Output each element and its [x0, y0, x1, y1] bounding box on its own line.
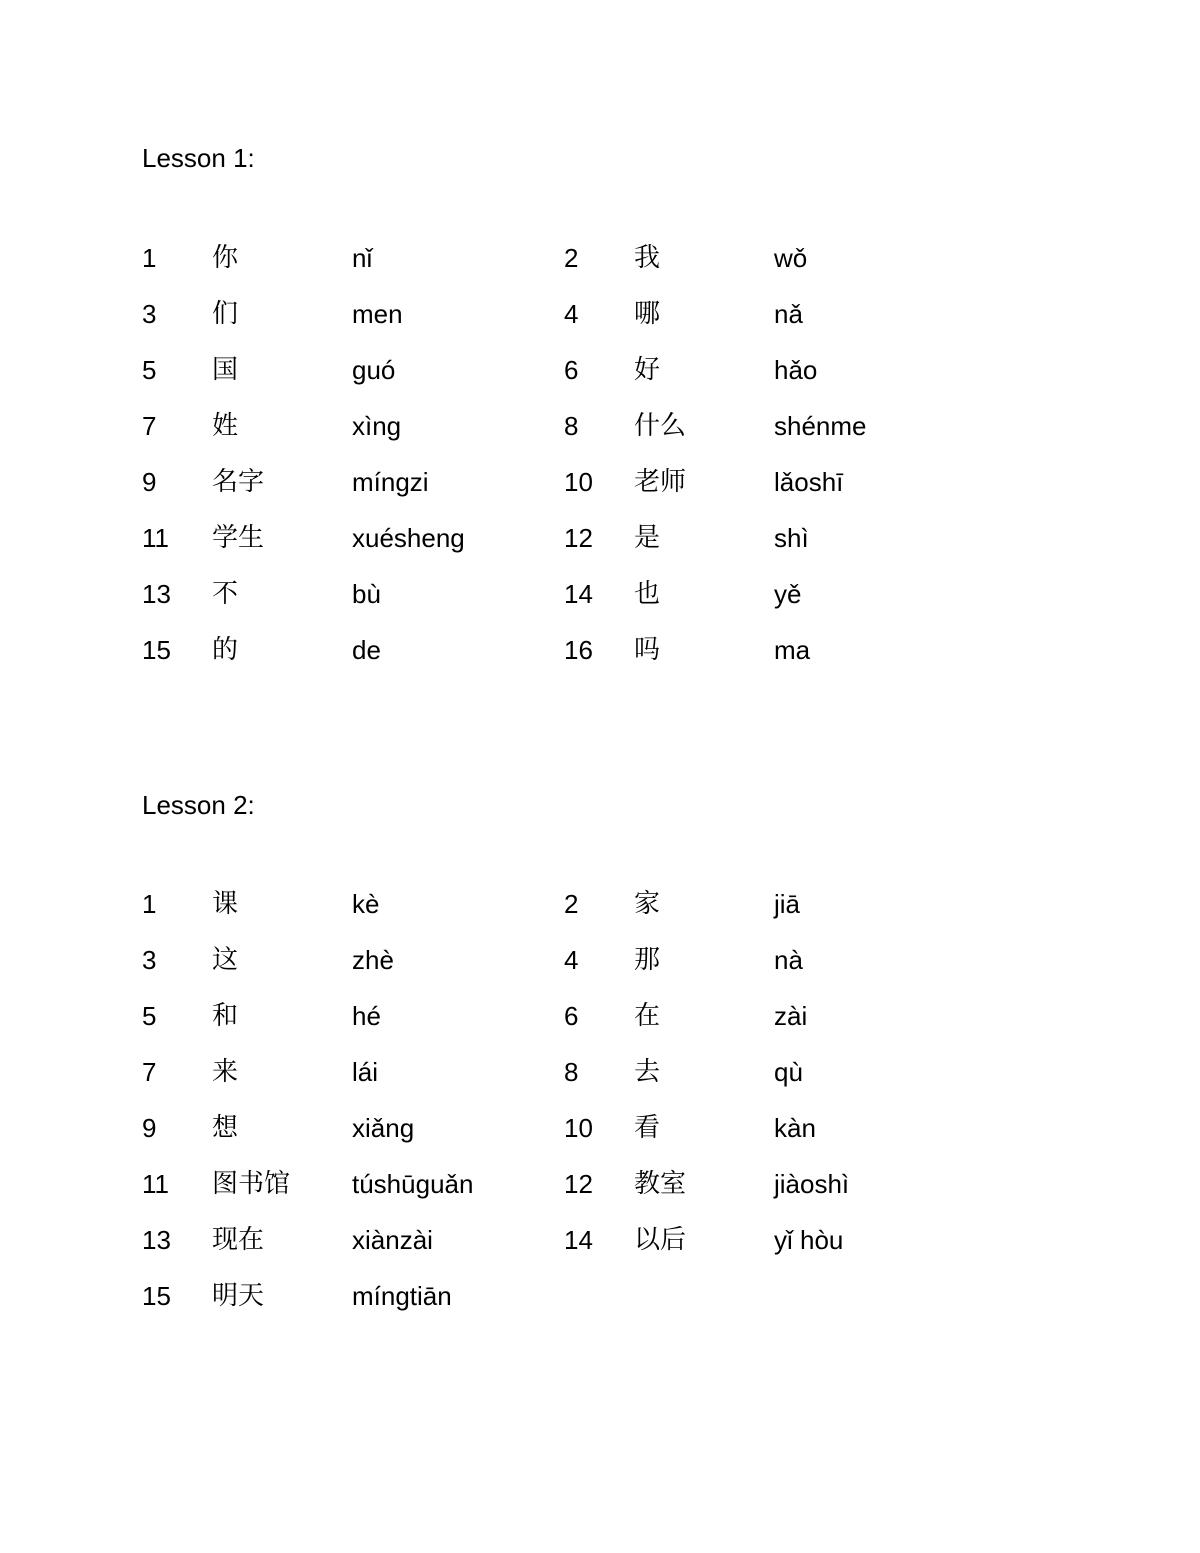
vocab-entry	[142, 238, 562, 278]
vocab-entry	[564, 574, 984, 614]
entry-pinyin: men	[352, 299, 403, 329]
entry-hanzi: 名字	[212, 467, 265, 497]
entry-hanzi: 这	[212, 945, 239, 975]
vocab-entry	[564, 1052, 984, 1092]
entry-number: 4	[564, 299, 579, 329]
entry-number: 10	[564, 467, 593, 497]
entry-pinyin: xuésheng	[352, 523, 465, 553]
vocab-entry	[142, 1052, 562, 1092]
vocab-entry	[564, 630, 984, 670]
entry-hanzi: 好	[634, 355, 661, 385]
vocab-entry	[142, 518, 562, 558]
entry-hanzi: 明天	[212, 1281, 265, 1311]
vocab-entry	[142, 630, 562, 670]
entry-pinyin: hé	[352, 1001, 381, 1031]
entry-number: 2	[564, 889, 579, 919]
vocab-entry	[564, 462, 984, 502]
entry-number: 16	[564, 635, 593, 665]
entry-number: 14	[564, 579, 593, 609]
entry-number: 1	[142, 889, 157, 919]
entry-number: 1	[142, 243, 157, 273]
vocab-entry	[564, 1220, 984, 1260]
vocab-entry	[142, 1164, 562, 1204]
entry-hanzi: 们	[212, 299, 239, 329]
entry-number: 13	[142, 1225, 171, 1255]
vocab-entry	[142, 406, 562, 446]
entry-hanzi: 国	[212, 355, 239, 385]
entry-pinyin: kè	[352, 889, 380, 919]
entry-hanzi: 吗	[634, 635, 661, 665]
entry-number: 6	[564, 355, 579, 385]
entry-pinyin: yǐ hòu	[774, 1225, 844, 1255]
entry-number: 5	[142, 355, 157, 385]
entry-pinyin: xiànzài	[352, 1225, 433, 1255]
entry-pinyin: ma	[774, 635, 811, 665]
entry-hanzi: 姓	[212, 411, 239, 441]
entry-number: 8	[564, 1057, 579, 1087]
entry-hanzi: 图书馆	[212, 1169, 291, 1199]
entry-pinyin: míngtiān	[352, 1281, 452, 1311]
vocab-entry	[142, 1276, 562, 1316]
entry-hanzi: 来	[212, 1057, 239, 1087]
entry-pinyin: jiàoshì	[774, 1169, 850, 1199]
entry-hanzi: 和	[212, 1001, 239, 1031]
entry-number: 5	[142, 1001, 157, 1031]
entry-hanzi: 什么	[634, 411, 687, 441]
lesson-heading: Lesson 2:	[142, 790, 255, 820]
entry-hanzi: 的	[212, 635, 239, 665]
entry-number: 12	[564, 1169, 593, 1199]
vocab-entry	[142, 884, 562, 924]
entry-number: 12	[564, 523, 593, 553]
entry-number: 14	[564, 1225, 593, 1255]
entry-number: 7	[142, 411, 157, 441]
entry-pinyin: zài	[774, 1001, 808, 1031]
entry-pinyin: guó	[352, 355, 396, 385]
entry-number: 11	[142, 1169, 169, 1199]
entry-number: 7	[142, 1057, 157, 1087]
entry-pinyin: jiā	[774, 889, 801, 919]
vocab-entry	[564, 518, 984, 558]
entry-number: 10	[564, 1113, 593, 1143]
vocab-entry	[142, 1108, 562, 1148]
entry-number: 3	[142, 945, 157, 975]
entry-pinyin: nà	[774, 945, 803, 975]
entry-pinyin: nǐ	[352, 243, 373, 273]
lesson-heading: Lesson 1:	[142, 143, 255, 173]
vocab-entry	[564, 238, 984, 278]
vocab-entry	[564, 406, 984, 446]
entry-number: 15	[142, 635, 171, 665]
vocab-entry	[564, 884, 984, 924]
entry-pinyin: qù	[774, 1057, 803, 1087]
entry-hanzi: 以后	[634, 1225, 687, 1255]
vocab-entry	[142, 1220, 562, 1260]
entry-pinyin: kàn	[774, 1113, 816, 1143]
entry-hanzi: 是	[634, 523, 661, 553]
entry-hanzi: 去	[634, 1057, 661, 1087]
entry-hanzi: 不	[212, 579, 239, 609]
entry-pinyin: míngzi	[352, 467, 429, 497]
entry-hanzi: 家	[634, 889, 661, 919]
entry-number: 13	[142, 579, 171, 609]
vocab-entry	[564, 1108, 984, 1148]
vocab-entry	[142, 996, 562, 1036]
entry-pinyin: de	[352, 635, 381, 665]
vocab-entry	[142, 574, 562, 614]
entry-number: 4	[564, 945, 579, 975]
entry-number: 15	[142, 1281, 171, 1311]
vocab-entry	[564, 350, 984, 390]
entry-number: 3	[142, 299, 157, 329]
vocab-entry	[142, 462, 562, 502]
entry-hanzi: 你	[212, 243, 239, 273]
vocab-entry	[142, 940, 562, 980]
entry-hanzi: 想	[212, 1113, 239, 1143]
entry-pinyin: bù	[352, 579, 381, 609]
entry-pinyin: shénme	[774, 411, 867, 441]
entry-pinyin: lái	[352, 1057, 379, 1087]
entry-pinyin: hǎo	[774, 355, 818, 385]
entry-hanzi: 老师	[634, 467, 687, 497]
entry-hanzi: 在	[634, 1001, 661, 1031]
entry-number: 6	[564, 1001, 579, 1031]
entry-pinyin: wǒ	[774, 243, 808, 273]
entry-pinyin: nǎ	[774, 299, 803, 329]
entry-pinyin: xìng	[352, 411, 402, 441]
entry-number: 9	[142, 1113, 157, 1143]
entry-hanzi: 学生	[212, 523, 265, 553]
entry-hanzi: 也	[634, 579, 661, 609]
entry-pinyin: túshūguǎn	[352, 1169, 474, 1199]
entry-pinyin: zhè	[352, 945, 394, 975]
entry-hanzi: 看	[634, 1113, 661, 1143]
entry-number: 8	[564, 411, 579, 441]
vocab-entry	[564, 996, 984, 1036]
entry-pinyin: xiǎng	[352, 1113, 415, 1143]
entry-hanzi: 哪	[634, 299, 661, 329]
entry-hanzi: 那	[634, 945, 661, 975]
vocab-entry	[564, 940, 984, 980]
entry-pinyin: shì	[774, 523, 809, 553]
entry-number: 2	[564, 243, 579, 273]
entry-pinyin: yě	[774, 579, 802, 609]
vocab-entry	[564, 1164, 984, 1204]
vocab-entry	[142, 294, 562, 334]
entry-number: 11	[142, 523, 169, 553]
entry-hanzi: 教室	[634, 1169, 687, 1199]
entry-hanzi: 现在	[212, 1225, 265, 1255]
entry-number: 9	[142, 467, 157, 497]
entry-pinyin: lǎoshī	[774, 467, 844, 497]
entry-hanzi: 课	[212, 889, 239, 919]
vocab-entry	[564, 294, 984, 334]
entry-hanzi: 我	[634, 243, 661, 273]
vocab-entry	[142, 350, 562, 390]
